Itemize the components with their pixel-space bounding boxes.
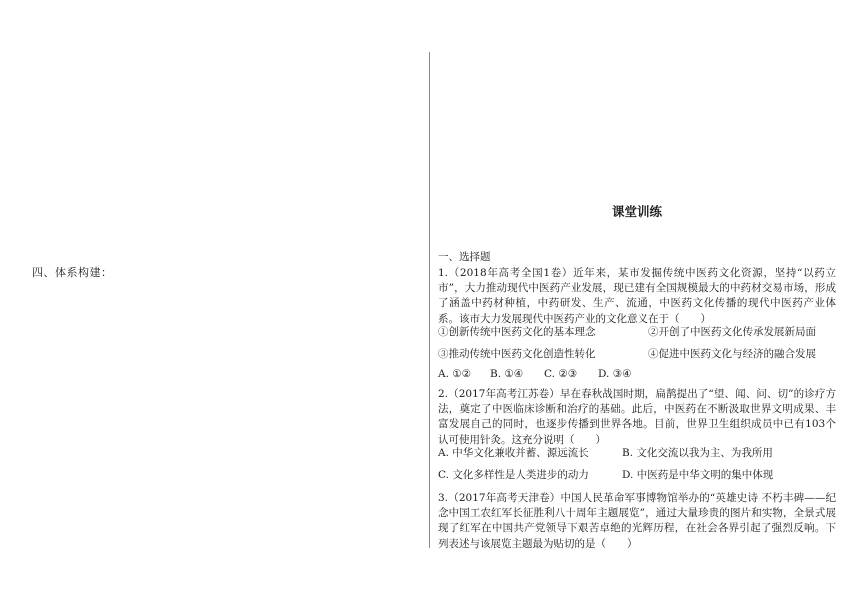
choice-d: D. 中医药是中华文明的集中体现 [622, 469, 774, 481]
statement-2: ②开创了中医药文化传承发展新局面 [648, 326, 816, 338]
question-2-choices-row-2 [438, 467, 836, 482]
choice-d: D. ③④ [598, 368, 632, 380]
page-title: 课堂训练 [611, 204, 662, 219]
statement-3: ③推动传统中医药文化创造性转化 [438, 348, 596, 360]
choice-c: C. 文化多样性是人类进步的动力 [438, 469, 589, 481]
question-1-statements-row-1 [438, 324, 836, 339]
statement-4: ④促进中医药文化与经济的融合发展 [648, 348, 816, 360]
question-1-choices [438, 368, 836, 383]
question-3-stem: 3.（2017年高考天津卷）中国人民革命军事博物馆举办的“英雄史诗 不朽丰碑——纪念中国工农红军长征胜利八十周年主题展览”，通过大量珍贵的图片和实物，全景式展现了红军在中国共产党领导下艰苦卓绝的光辉历程，在社会各界引起了强烈反响。下列表述与该展览主题最为贴切的是（ ） [438, 492, 836, 550]
choice-a: A. ①② [438, 368, 472, 380]
question-1-stem: 1.（2018年高考全国1卷）近年来，某市发掘传统中医药文化资源，坚持“以药立市”，大力推动现代中医药产业发展，现已建有全国规模最大的中药材交易市场，形成了涵盖中药材种植，中药研发、生产、流通，中医药文化传播的现代中医药产业体系。该市大力发展现代中医药产业的文化意义在于（ ） [438, 267, 836, 325]
choice-c: C. ②③ [544, 368, 578, 380]
right-column [438, 0, 836, 607]
question-2-stem: 2.（2017年高考江苏卷）早在春秋战国时期，扁鹊提出了“望、闻、问、切”的诊疗方法，奠定了中医临床诊断和治疗的基础。此后，中医药在不断汲取世界文明成果、丰富发展自己的同时，也逐步传播到世界各地。目前，世界卫生组织成员中已有103个认可使用针灸。这充分说明（ ） [438, 388, 836, 446]
choice-b: B. ①④ [490, 368, 524, 380]
section-4-heading: 四、体系构建： [32, 266, 113, 279]
question-2-choices-row-1 [438, 445, 836, 460]
section-1-heading: 一、选择题 [438, 251, 491, 263]
statement-1: ①创新传统中医药文化的基本理念 [438, 326, 596, 338]
choice-b: B. 文化交流以我为主、为我所用 [622, 447, 773, 459]
question-1-statements-row-2 [438, 346, 836, 361]
column-divider [429, 52, 430, 548]
choice-a: A. 中华文化兼收并蓄、源远流长 [438, 447, 589, 459]
